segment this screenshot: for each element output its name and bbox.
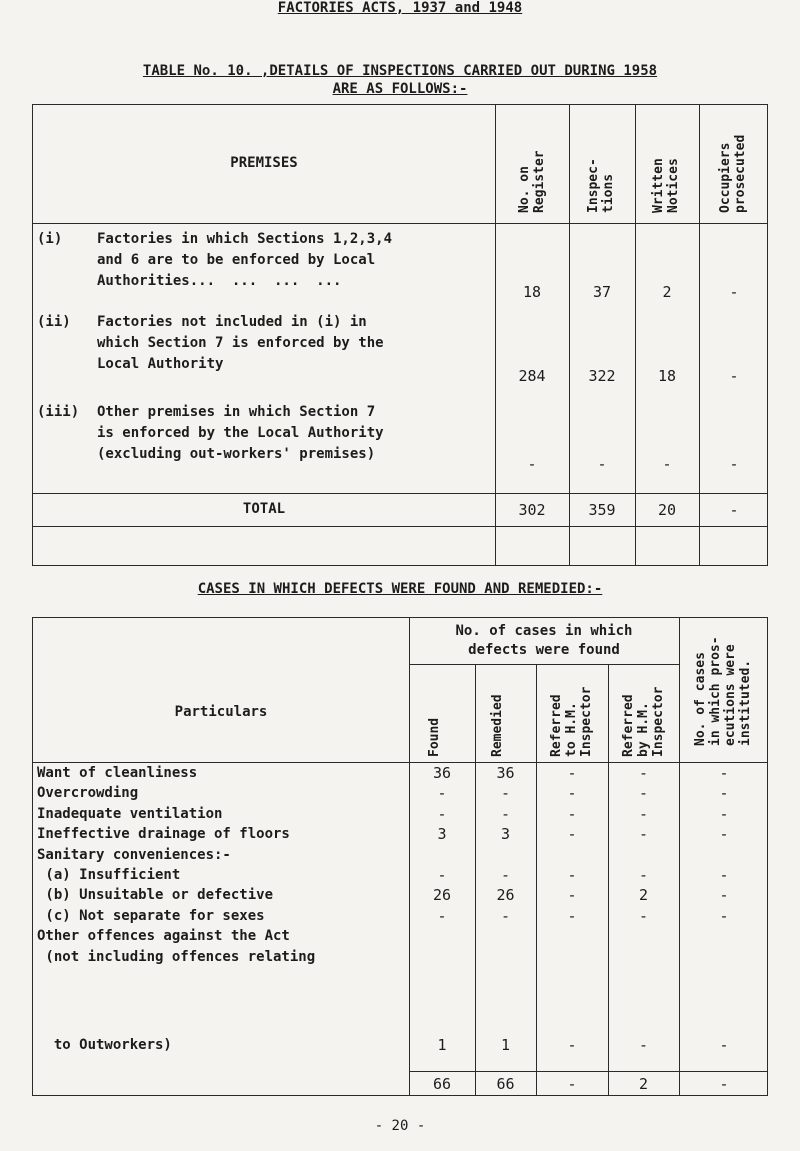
- page-number: - 20 -: [374, 1118, 426, 1134]
- defect-row-pros: -: [719, 784, 729, 803]
- defects-total-ref-to: -: [567, 1075, 577, 1093]
- defect-row-text: to Outworkers): [37, 1037, 172, 1053]
- defect-row-found: 1: [437, 1036, 447, 1054]
- total-prosecuted: -: [729, 501, 739, 519]
- defect-row-ref-by: -: [638, 825, 649, 844]
- register-column-header: No. on Register: [517, 150, 547, 213]
- defect-row-pros: -: [719, 1036, 729, 1054]
- defect-row-ref-to: -: [567, 906, 577, 925]
- prosecuted-column-header: Occupiers prosecuted: [718, 134, 748, 213]
- row-ii-register: 284: [518, 367, 546, 385]
- total-label: TOTAL: [242, 501, 286, 517]
- defects-table: [32, 617, 768, 1096]
- defect-row-ref-by: -: [638, 906, 649, 925]
- defect-row-text: Ineffective drainage of floors: [37, 826, 290, 843]
- defect-row-found: -: [437, 804, 447, 823]
- row-i-label: (i): [37, 231, 63, 247]
- defect-row-remedied: 1: [500, 1036, 511, 1054]
- inspections-table: [32, 104, 768, 566]
- row-ii-notices: 18: [657, 367, 677, 385]
- defect-row-ref-by: -: [638, 764, 649, 782]
- defect-row-remedied: -: [500, 784, 511, 803]
- total-register: 302: [518, 501, 546, 519]
- defect-row-ref-to: -: [567, 866, 577, 884]
- defect-row-found: 36: [432, 764, 452, 782]
- defect-row-text: (a) Insufficient: [37, 867, 181, 883]
- defect-row-pros: -: [719, 825, 729, 844]
- row-ii-text: Factories not included in (i) in which Section 7 is enforced by the Local Authority: [97, 314, 384, 372]
- row-ii-label: (ii): [37, 314, 71, 330]
- defect-row-remedied: -: [500, 804, 511, 823]
- defect-row-text: (c) Not separate for sexes: [37, 907, 265, 924]
- total-notices: 20: [657, 501, 677, 519]
- defect-row-ref-to: -: [567, 804, 577, 823]
- defect-row-found: -: [437, 906, 447, 925]
- table-heading-line2: ARE AS FOLLOWS:-: [332, 81, 468, 97]
- row-iii-inspections: -: [597, 455, 607, 473]
- row-i-notices: 2: [662, 283, 672, 301]
- defect-row-ref-to: -: [567, 764, 577, 782]
- row-iii-register: -: [527, 455, 537, 473]
- total-inspections: 359: [588, 501, 616, 519]
- defects-total-pros: -: [719, 1075, 729, 1093]
- defect-row-text: Overcrowding: [37, 785, 139, 802]
- row-iii-label: (iii): [37, 404, 80, 420]
- defect-row-pros: -: [719, 764, 729, 782]
- defect-row-ref-by: 2: [638, 886, 649, 905]
- table-heading-line1: TABLE No. 10. ,DETAILS OF INSPECTIONS CARRIED OUT DURING 1958: [142, 63, 658, 79]
- defect-row-text: Other offences against the Act: [37, 928, 290, 945]
- notices-column-header: Written Notices: [651, 158, 681, 213]
- row-i-prosecuted: -: [729, 283, 739, 301]
- prosecutions-column-header: No. of cases in which pros- ecutions were instituted.: [693, 636, 753, 746]
- defect-row-remedied: 26: [496, 886, 515, 905]
- defect-row-text: Sanitary conveniences:-: [37, 846, 231, 863]
- row-ii-inspections: 322: [588, 367, 616, 385]
- defect-row-ref-by: -: [638, 866, 649, 884]
- defect-row-ref-to: -: [567, 825, 577, 844]
- referred-to-column-header: Referred to H.M. Inspector: [549, 686, 594, 757]
- row-i-text: Factories in which Sections 1,2,3,4 and 6 are to be enforced by Local Authorities... ... ... ...: [97, 231, 393, 289]
- defect-row-found: -: [437, 866, 447, 884]
- defect-row-pros: -: [719, 906, 729, 925]
- defect-row-ref-by: -: [638, 804, 649, 823]
- defects-total-ref-by: 2: [638, 1075, 649, 1093]
- particulars-header: Particulars: [174, 704, 268, 720]
- defect-row-pros: -: [719, 804, 729, 823]
- row-iii-notices: -: [662, 455, 672, 473]
- row-iii-prosecuted: -: [729, 455, 739, 473]
- defect-row-text: Inadequate ventilation: [37, 805, 223, 822]
- inspections-column-header: Inspec- tions: [586, 158, 616, 213]
- defect-row-ref-by: -: [638, 1036, 649, 1054]
- defect-row-ref-to: -: [567, 1036, 577, 1054]
- defect-row-pros: -: [719, 886, 729, 905]
- found-column-header: Found: [427, 717, 442, 757]
- row-i-register: 18: [522, 283, 542, 301]
- row-i-inspections: 37: [592, 283, 612, 301]
- table-heading: [0, 62, 800, 98]
- defect-row-found: 3: [437, 825, 447, 844]
- defect-row-remedied: 3: [500, 825, 511, 844]
- defect-row-remedied: 36: [496, 764, 515, 782]
- defect-row-ref-by: -: [638, 784, 649, 803]
- defect-row-found: -: [437, 784, 447, 803]
- page-title: FACTORIES ACTS, 1937 and 1948: [277, 0, 523, 16]
- row-ii-prosecuted: -: [729, 367, 739, 385]
- defects-group-header: No. of cases in which defects were found: [455, 623, 633, 658]
- defect-row-text: (b) Unsuitable or defective: [37, 887, 274, 904]
- referred-by-column-header: Referred by H.M. Inspector: [621, 686, 666, 757]
- defect-row-found: 26: [432, 886, 452, 905]
- defect-row-ref-to: -: [567, 784, 577, 803]
- defect-row-remedied: -: [500, 866, 511, 884]
- remedied-column-header: Remedied: [490, 694, 505, 757]
- defect-row-ref-to: -: [567, 886, 577, 905]
- defects-total-remedied: 66: [496, 1075, 515, 1093]
- defect-row-text: (not including offences relating: [37, 948, 316, 965]
- row-iii-text: Other premises in which Section 7 is enforced by the Local Authority (excluding out-workers' premises): [97, 404, 384, 462]
- defect-row-text: Want of cleanliness: [37, 765, 198, 781]
- premises-column-header: PREMISES: [230, 155, 298, 171]
- defects-total-found: 66: [432, 1075, 452, 1093]
- defect-row-pros: -: [719, 866, 729, 884]
- defects-heading: CASES IN WHICH DEFECTS WERE FOUND AND REMEDIED:-: [197, 581, 603, 597]
- defect-row-remedied: -: [500, 906, 511, 925]
